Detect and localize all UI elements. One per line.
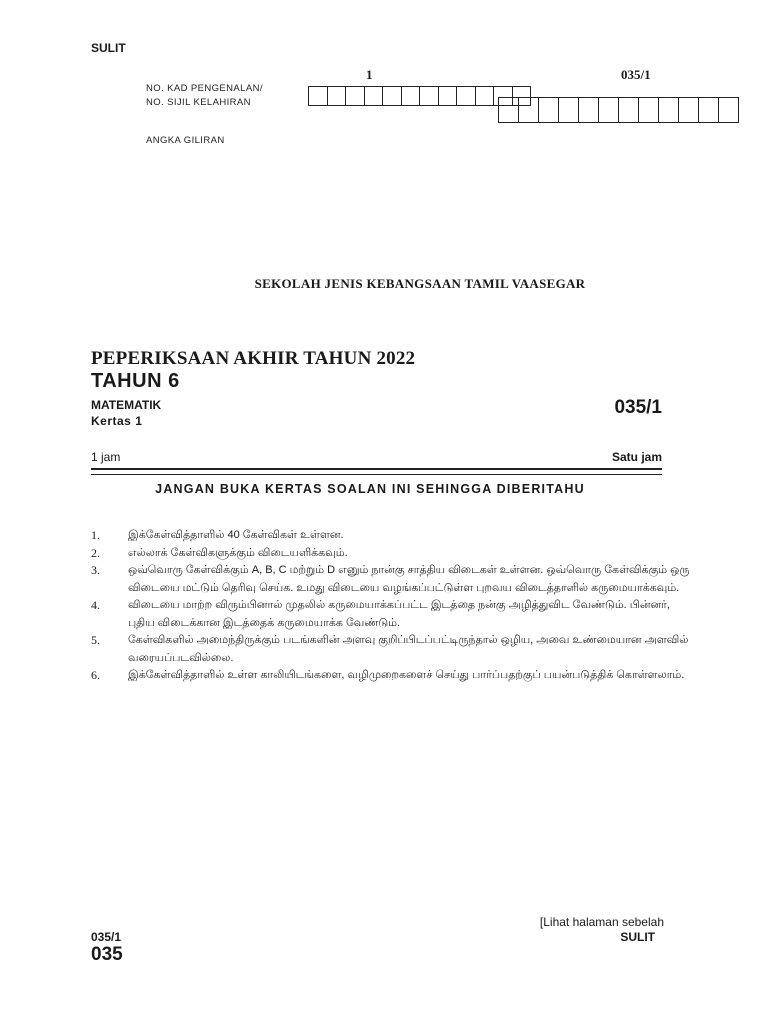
paper-code: 035/1 (614, 397, 662, 418)
index-box[interactable] (558, 97, 579, 123)
paper-number: Kertas 1 (91, 414, 143, 428)
id-box[interactable] (475, 86, 495, 106)
exam-title: PEPERIKSAAN AKHIR TAHUN 2022 (91, 348, 416, 369)
id-box[interactable] (456, 86, 476, 106)
instruction-item (91, 667, 691, 685)
index-box[interactable] (658, 97, 679, 123)
index-number-boxes (499, 97, 739, 123)
instructions-list (91, 527, 691, 685)
instruction-text: கேள்விகளில் அமைந்திருக்கும் படங்களின் அளவு குறிப்பிடப்பட்டிருந்தால் ஒழிய, அவை உண்மையான அளவில் வரையப்படவில்லை. (128, 634, 689, 664)
id-box[interactable] (345, 86, 365, 106)
index-box[interactable] (578, 97, 599, 123)
instruction-item (91, 562, 691, 597)
id-box[interactable] (419, 86, 439, 106)
index-number-label: ANGKA GILIRAN (146, 135, 225, 146)
id-box[interactable] (308, 86, 328, 106)
footer-paper-code: 035/1 (91, 930, 122, 944)
instruction-text: இக்கேள்வித்தாளில் 40 கேள்விகள் உள்ளன. (128, 529, 344, 541)
id-label-line2: NO. SIJIL KELAHIRAN (146, 97, 251, 108)
school-name: SEKOLAH JENIS KEBANGSAAN TAMIL VAASEGAR (254, 276, 586, 291)
footer-subject-code: 035 (91, 944, 123, 965)
duration-words: Satu jam (611, 450, 662, 464)
id-box[interactable] (327, 86, 347, 106)
index-box[interactable] (638, 97, 659, 123)
next-page-note: [Lihat halaman sebelah (539, 915, 664, 929)
index-box[interactable] (538, 97, 559, 123)
instruction-text: இக்கேள்வித்தாளில் உள்ள காலியிடங்களை, வழிமுறைகளைச் செய்து பார்ப்பதற்குப் பயன்படுத்திக் கொள்ளலாம். (128, 669, 685, 681)
index-box[interactable] (678, 97, 699, 123)
index-box[interactable] (498, 97, 519, 123)
warning-notice: JANGAN BUKA KERTAS SOALAN INI SEHINGGA DIBERITAHU (155, 482, 585, 496)
index-box[interactable] (518, 97, 539, 123)
instruction-number: 1. (91, 528, 100, 542)
id-box[interactable] (382, 86, 402, 106)
sulit-bottom-label: SULIT (620, 930, 655, 944)
divider-thin (91, 474, 662, 475)
instruction-number: 6. (91, 668, 100, 682)
instruction-item (91, 545, 691, 563)
duration-numeric: 1 jam (91, 450, 121, 464)
instruction-number: 4. (91, 598, 100, 612)
id-label-line1: NO. KAD PENGENALAN/ (146, 83, 263, 94)
instruction-item (91, 632, 691, 667)
divider-thick (91, 468, 662, 470)
instruction-text: எல்லாக் கேள்விகளுக்கும் விடையளிக்கவும். (128, 546, 348, 559)
paper-code-top: 035/1 (621, 67, 651, 82)
id-box[interactable] (401, 86, 421, 106)
index-box[interactable] (618, 97, 639, 123)
instruction-item (91, 527, 691, 545)
sulit-top-label: SULIT (91, 41, 126, 55)
id-box[interactable] (364, 86, 384, 106)
id-box[interactable] (438, 86, 458, 106)
year-level: TAHUN 6 (91, 370, 180, 392)
instruction-number: 5. (91, 633, 100, 647)
page-number: 1 (366, 67, 373, 82)
instruction-item (91, 597, 691, 632)
instruction-text: விடையை மாற்ற விரும்பினால் முதலில் கருமையாக்கப்பட்ட இடத்தை நன்கு அழித்துவிட வேண்டும். பின்னர், புதிய விடைக்கான இடத்தைக் கருமையாக்க வேண்டும். (128, 599, 670, 629)
subject-name: MATEMATIK (91, 398, 162, 412)
instruction-number: 3. (91, 563, 100, 577)
instruction-number: 2. (91, 545, 100, 560)
index-box[interactable] (698, 97, 719, 123)
index-box[interactable] (718, 97, 739, 123)
instruction-text: ஒவ்வொரு கேள்விக்கும் A, B, C மற்றும் D எனும் நான்கு சாத்திய விடைகள் உள்ளன. ஒவ்வொரு கேள்விக்கும் ஒரு விடையை மட்டும் தெரிவு செய்க. உமது விடையை வழங்கப்பட்டுள்ள புறவய விடைத்தாளில் கருமையாக்கவும். (128, 564, 690, 594)
index-box[interactable] (598, 97, 619, 123)
